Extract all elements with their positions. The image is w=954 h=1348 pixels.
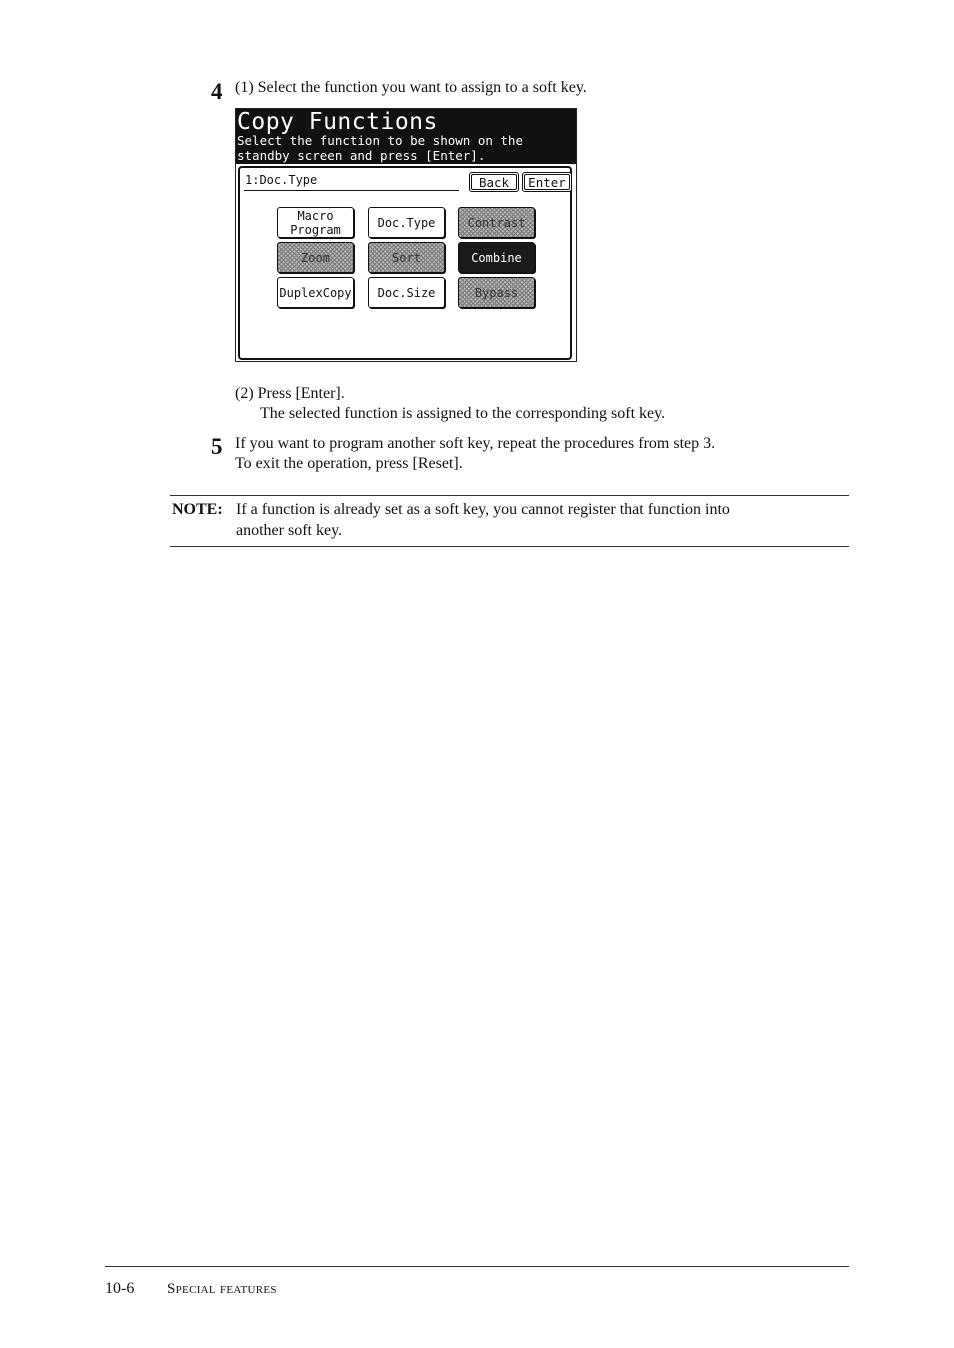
note-line-1: If a function is already set as a soft key, you cannot register that function into xyxy=(236,501,730,518)
duplex-copy-button[interactable]: DuplexCopy xyxy=(277,277,354,308)
step-number-5: 5 xyxy=(211,434,223,459)
section-title: Special features xyxy=(167,1281,277,1297)
step-number-4: 4 xyxy=(211,79,223,104)
doc-size-button[interactable]: Doc.Size xyxy=(368,277,445,308)
copy-functions-screen xyxy=(235,108,577,362)
zoom-button[interactable]: Zoom xyxy=(277,242,354,273)
footer-rule xyxy=(105,1266,849,1267)
screen-subtitle-line-2: standby screen and press [Enter]. xyxy=(237,148,486,163)
contrast-button[interactable]: Contrast xyxy=(458,207,535,238)
step-5-line-1: If you want to program another soft key, repeat the procedures from step 3. xyxy=(235,435,716,452)
combine-button[interactable]: Combine xyxy=(458,242,535,273)
enter-button[interactable]: Enter xyxy=(522,172,572,192)
soft-key-field: 1:Doc.Type xyxy=(244,172,459,191)
step-4-sub-2-detail: The selected function is assigned to the corresponding soft key. xyxy=(260,405,666,422)
sort-button[interactable]: Sort xyxy=(368,242,445,273)
back-button[interactable]: Back xyxy=(469,172,519,192)
doc-type-button[interactable]: Doc.Type xyxy=(368,207,445,238)
note-top-rule xyxy=(170,495,849,496)
note-line-2: another soft key. xyxy=(236,522,343,539)
note-label: NOTE: xyxy=(172,501,223,518)
step-4-instruction: (1) Select the function you want to assign to a soft key. xyxy=(235,79,587,96)
screen-subtitle-line-1: Select the function to be shown on the xyxy=(237,133,523,148)
bypass-button[interactable]: Bypass xyxy=(458,277,535,308)
screen-title: Copy Functions xyxy=(237,109,438,135)
screen-body xyxy=(238,166,572,360)
step-5-line-2: To exit the operation, press [Reset]. xyxy=(235,455,463,472)
page-number: 10-6 xyxy=(105,1280,135,1297)
step-4-sub-2: (2) Press [Enter]. xyxy=(235,385,345,402)
note-bottom-rule xyxy=(170,546,849,547)
macro-program-button[interactable]: Macro Program xyxy=(277,207,354,238)
screen-header xyxy=(236,109,576,164)
